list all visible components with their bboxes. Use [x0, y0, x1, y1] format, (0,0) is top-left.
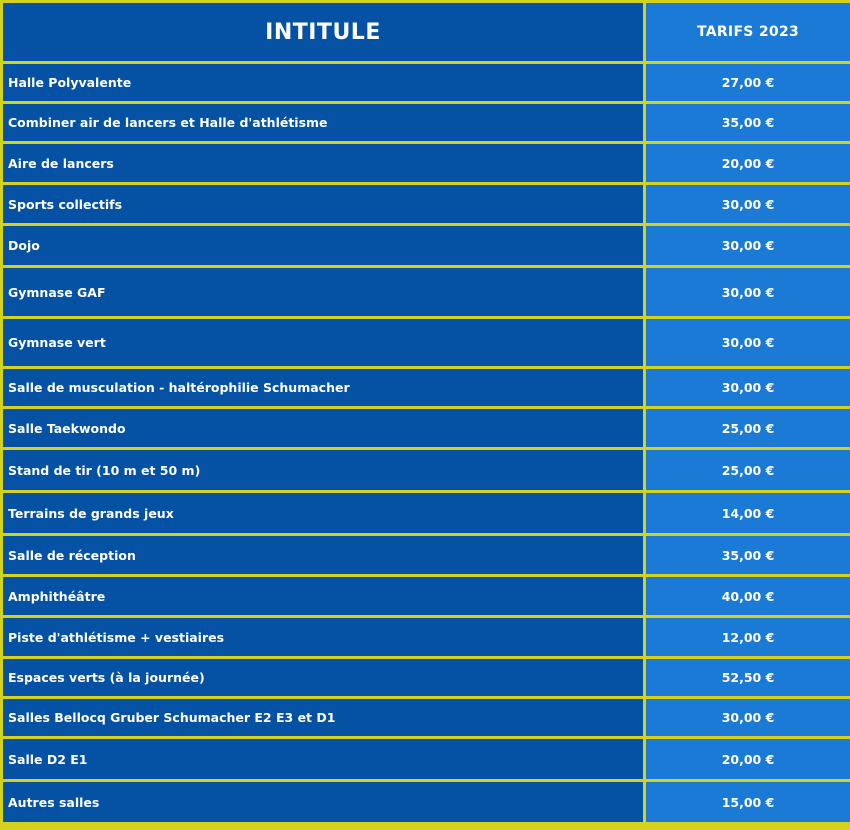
row-price: 15,00 € [646, 782, 850, 822]
row-label: Salle D2 E1 [3, 739, 643, 779]
row-price: 25,00 € [646, 450, 850, 490]
row-label: Gymnase vert [3, 319, 643, 366]
row-price: 20,00 € [646, 739, 850, 779]
row-price: 30,00 € [646, 226, 850, 265]
row-price: 20,00 € [646, 144, 850, 182]
row-price: 14,00 € [646, 493, 850, 533]
row-label: Salle Taekwondo [3, 409, 643, 447]
row-price: 30,00 € [646, 369, 850, 406]
row-label: Salle de musculation - haltérophilie Schumacher [3, 369, 643, 406]
row-label: Salles Bellocq Gruber Schumacher E2 E3 et D1 [3, 699, 643, 736]
row-label: Salle de réception [3, 536, 643, 574]
row-label: Combiner air de lancers et Halle d'athlétisme [3, 104, 643, 141]
row-label: Sports collectifs [3, 185, 643, 223]
row-label: Stand de tir (10 m et 50 m) [3, 450, 643, 490]
row-label: Amphithéâtre [3, 577, 643, 615]
row-price: 35,00 € [646, 104, 850, 141]
row-label: Piste d'athlétisme + vestiaires [3, 618, 643, 656]
row-price: 52,50 € [646, 659, 850, 696]
row-label: Autres salles [3, 782, 643, 822]
row-price: 35,00 € [646, 536, 850, 574]
row-label: Aire de lancers [3, 144, 643, 182]
header-intitule: INTITULE [3, 3, 643, 61]
row-label: Terrains de grands jeux [3, 493, 643, 533]
row-price: 25,00 € [646, 409, 850, 447]
row-label: Halle Polyvalente [3, 64, 643, 101]
row-price: 40,00 € [646, 577, 850, 615]
row-price: 30,00 € [646, 319, 850, 366]
row-label: Dojo [3, 226, 643, 265]
row-price: 30,00 € [646, 185, 850, 223]
row-price: 12,00 € [646, 618, 850, 656]
header-tarifs: TARIFS 2023 [646, 3, 850, 61]
row-price: 27,00 € [646, 64, 850, 101]
row-label: Espaces verts (à la journée) [3, 659, 643, 696]
row-label: Gymnase GAF [3, 268, 643, 316]
row-price: 30,00 € [646, 699, 850, 736]
row-price: 30,00 € [646, 268, 850, 316]
